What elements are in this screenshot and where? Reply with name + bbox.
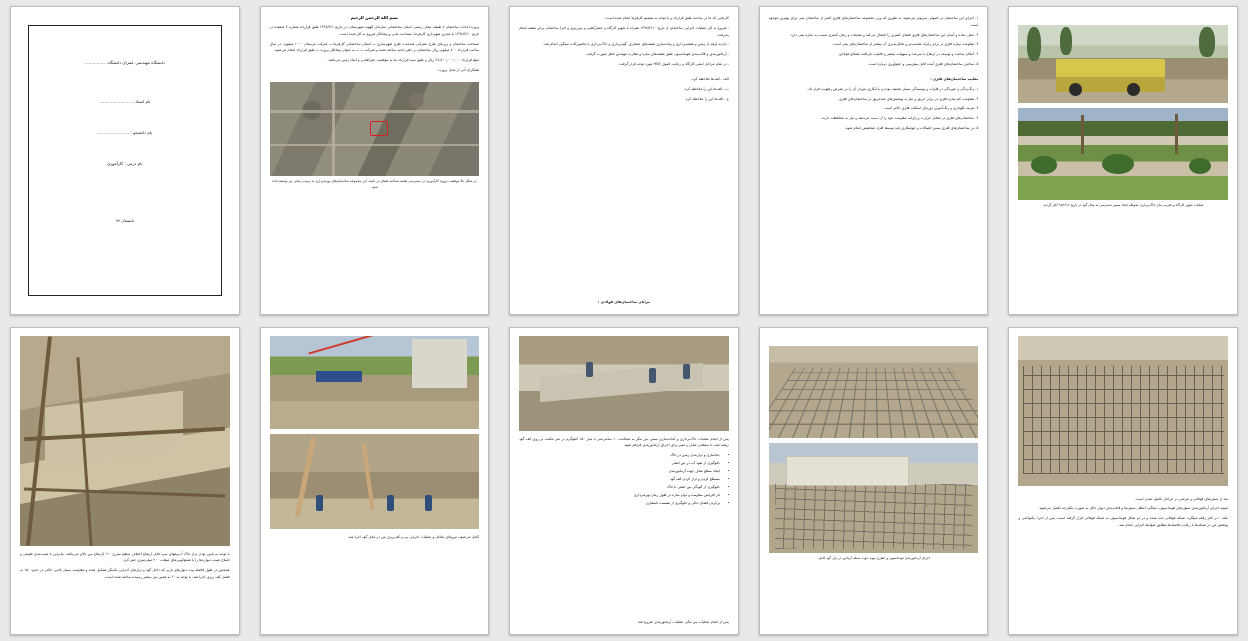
paragraph: ۲. حمل ساده و آسان این ساختمان‌های فلزی فضای کمتری را اشغال می‌کند و ضایعات و زمان کمتری نسبت به سازه بتنی دارد. [789,32,979,37]
paragraph: با توجه به پایین بودن تراز خاک آب‌وهوای سرد قابل ارتفاع اختلاف سطح نیم‌رخ ۱۰٪ (ارتفاع بین بالای می‌باشد. بنابراین با شیب‌بندی طبیعی و اصلاح شیب دیواره‌ها را با شمع‌کوبی‌های موقت ۲۰۰ میلی‌متری حفر کرد. [20,551,230,563]
subheading: معایب ساختمان‌های فلزی : [930,76,979,81]
page-10-cage[interactable] [1008,327,1238,636]
thumbnail-cell[interactable] [499,321,749,641]
page-2-caption: در شکل بالا موقعیت پروژه کارآموزی در دسترسی نقشه شناخته فضای در باشد، این مجموعه ساختمان‌های بهره‌برداری به ترتیب زمانی نیز توسعه داده شود. [272,178,477,189]
paragraph: ۱. زنگ‌زدگی و خوردگی در فلزات و پوسیدگی بسیار ضعیف بوده و با آبکاری میزان آن را در معرض رطوبت قرار داد. [806,86,979,91]
page-4-body [769,15,979,135]
paragraph: ب ـ الف‌ها این را ملاحظه کرد. [683,86,729,91]
thumbnail-cell[interactable] [0,0,250,321]
paragraph: ـ بازدید اولیه از زمین و نقشه‌برداری و پیاده‌سازی نقشه‌های معماری، گودبرداری و خاک‌برداری با ماشین‌آلات سنگین انجام شد. [542,42,729,47]
paragraph: ۲. مقاومت کم سازه فلزی در برابر حریق و نیاز به پوشش‌های ضدحریق در ساختمان‌های فلزی. [837,96,979,101]
rebar-site-photo [769,443,979,553]
paragraph: ۵. در ساختمان‌های فلزی بستن اتصالات و جوشکاری باید توسط افراد متخصص انجام شود. [844,126,979,131]
page-9-caption: اجرای آرماتوربندی فونداسیون و حفاری پیوند جهت شبکه آرماتور در تراز گود کامل. [817,555,930,560]
page-3-body [519,15,729,105]
page-8-mogr[interactable] [509,327,739,636]
paragraph: ـ شروع به کار عملیات اجرایی ساختمان از تاریخ ۱۳۹۸/۲/۱۰ همراه با تجهیز کارگاه و حصارکشی و بتن‌ریزی و اجرا ساختمان برابر نقشه انجام پذیرفت. [519,25,729,37]
page-6-excavation[interactable] [10,327,240,636]
paragraph: مساحت ساختمان و زیربنای طرح عمرانی بلندمدت طرح شهرسازی ـــ استان ساختمانی کارفرما ـــ شرکت مرستان ۱۰۰۰ میلیون، در سال ساخت قرارداد ۸۰۰ میلیون ریال ساختمان در دفتر ناحیه ساخته شده و شرکت ـــ ـــ به عنوان پیمانکار پروژه ـــ طبق قرارداد انجام می‌شود. [269,41,480,53]
paragraph: الف ـ الف‌ها ملاحظه کرد. [690,76,729,81]
page-2-body [270,24,480,77]
slab-concrete-photo [519,336,729,431]
page-3-text[interactable] [509,6,739,315]
paragraph: کامل می‌شود، نیروهای شاغل و عملیات اجرایی پی و کف‌ریزی بتن در محل گود اجرا شد. [347,534,480,539]
page-8-bullets [519,452,729,508]
paragraph: کارهایی که ما در ساخت طبق قرارداد و با توجه به تصمیم کارفرما انجام شده است : [603,16,729,20]
page-5-caption: عملیات تجهیز کارگاه و تخریب بنای خاک‌برداری محوطه ایجاد مسیر دسترسی به محل گود در تاریخ ۹۸/۲/۱۲ آغاز گردید. [1042,203,1204,207]
cover-university: دانشگاه مهندسی عمران دانشگاه ................ [84,60,165,65]
cover-student: نام دانشجو : ........................ [97,130,153,135]
thumbnail-cell[interactable] [499,0,749,321]
thumbnail-cell[interactable] [250,0,500,321]
page-2-intro[interactable] [260,6,490,315]
garden-site-photo [1018,108,1228,200]
rebar-grid-photo [769,346,979,438]
paragraph: بعد از بستن‌های فوقانی و عرضی در مراحل تکمیل شدن است. [1134,496,1228,501]
rebar-cage-photo [1018,336,1228,486]
paragraph: ـ در تمام مراحل ایمنی کارگاه و رعایت اصول HSE مورد توجه قرار گرفت. [618,62,729,67]
paragraph: ۴. ساختمان‌های فلزی در مقابل حرارت و زلزله، مقاومت خود را از دست می‌دهند و نیاز به محافظت دارند. [820,116,979,121]
page-1-cover[interactable] [10,6,240,315]
paragraph: ـ آرماتوربندی و قالب‌بندی فونداسیون طبق نقشه‌های سازه و نظارت مهندس ناظر صورت گرفت. [585,52,729,57]
page-8-body [519,436,729,453]
paragraph: ۴. امکان ساخت و توسعه در ارتفاع با سرعت و سهولت بیشتر و قابلیت بازیافت مصالح فولادی. [837,52,979,57]
aerial-site-photo [270,82,480,176]
page-10-body [1018,496,1228,532]
page-9-rebar[interactable] [759,327,989,636]
paragraph: ۳. هزینه نگهداری و رنگ‌آمیزی دوره‌ای اسکلت فلزی بالاتر است. [883,106,979,111]
bullet-item: • جداسازی و ترازبندی زمین در خاک [519,452,720,459]
thumbnail-cell[interactable] [998,0,1248,321]
bullet-item: • ایجاد سطح صاف جهت آرماتوربندی [519,468,720,475]
page-2-heading: بسم الله الرحمن الرحیم [350,15,399,20]
page-7-photos[interactable] [260,327,490,636]
thumbnail-cell[interactable] [998,321,1248,641]
bullet-item: • اثر افزایش مقاومت و دوام سازه در طول زمان بهره‌برداری [519,492,720,499]
thumbnail-cell[interactable] [749,321,999,641]
paragraph: همکاران آتی از محل پروژه : [436,68,480,73]
bullet-item: • پرکردن فضای خالی و جلوگیری از نشست نامتقارن [519,500,720,507]
page-7-body [270,534,480,544]
paragraph: ۱. اجرای این ساختمان در اصولی سریع‌تر می‌شود، به طوری که وزن مجموعه ساختمان‌های فلزی کمتر از ساختمان بتنی برای بهترین موجود است. [768,16,979,27]
deep-excavation-photo [20,336,230,546]
paragraph: پروژه احداث ساختمان ۸ طبقه، محل رسمی استان ساختمانی سازمان الهوند شهرستان، در تاریخ ۱۳۹۸/۳/۱ طبق قرارداد شماره ۴ منعقده در تاریخ ۱۳۹۸/۲/۱۰ با مجری شهرداری کارفرما، مساحت بنایی و پیمانکار شروع به کار شده است. [269,25,480,36]
paragraph: نمونه اجرای آرماتوربندی ستون‌های فونداسیون، میلگرد انتظار ستون‌ها و قالب‌بندی دیوار حائل به صورت یکپارچه تکمیل می‌شود. [1038,506,1228,511]
cover-date: تابستان ۹۶ [115,218,134,223]
loader-machine-photo [1018,25,1228,103]
bullet-item: • مسطح کردن و تراز کردن کف گود [519,476,720,483]
page-6-body [20,551,230,584]
page-3-footer: مزایای ساختمان‌های فولادی : [597,299,651,304]
thumbnail-cell[interactable] [749,0,999,321]
page-4-list[interactable] [759,6,989,315]
paragraph: ۵. ساختن ساختمان‌های فلزی آینده قابل پیش‌بینی و جمع‌آوری دوباره است. [867,62,979,67]
cover-professor: نام استاد : ........................ [99,99,151,104]
page-5-photos[interactable] [1008,6,1238,315]
workers-pit-photo [270,434,480,529]
thumbnail-cell[interactable] [250,321,500,641]
cover-course: نام درس : کارآموزی [107,161,143,166]
page-8-closing: پس از اتمام عملیات بتن مگر، عملیات آرماتوربندی شروع شد. [636,620,729,625]
bullet-item: • جلوگیری از نفوذ آب در بتن اصلی [519,460,720,467]
bullet-item: • جلوگیری از آلودگی بتن اصلی با خاک [519,484,720,491]
paragraph: مبلغ قرارداد ۲۸٫۷۰۰٫۰۰۰٫۰۰۰ ریال و طبق سند قرارداد بنا به موقعیت جغرافیایی و ابعاد زمین می‌باشد. [327,58,480,63]
paragraph: پس از اتمام عملیات خاک‌برداری و آماده‌سازی بستر، بتن مگر به ضخامت ۱۰ سانتی‌متر با عیار ۱۵۰ کیلوگرم در متر مکعب بر روی کف گود ریخته شد، تا سطحی صاف و تمیز برای اجرای آرماتوربندی فراهم شود. [519,436,729,448]
paragraph: ۳. مقاومت سازه فلزی در برابر زلزله مناسب‌تر و شکل‌پذیری آن بیشتر از ساختمان‌های بتنی است. [832,42,979,47]
crane-site-photo [270,336,480,429]
paragraph: نکته : در کنار رقعه میلگرد، شبکه فوقانی ثبت شده و در دو شکل فونداسیون به شبکه فوقانی قرار گرفته است، پس از اجرا، یکنواختی و پوشش بتن در شبکه‌ها با رعایت فاصله‌ها مطابق ضوابط اجرایی انجام شد. [1018,516,1228,527]
paragraph: همچنین در طول فاصله پیت دیوارهای باربر که داخل گود و ترازهای اجرایی یکدیگر تشکیل شده و مقاومت بسیار بالایی خاکی در حدود ۱۵۰ به فشار کف ریزی اجرا شد، با توجه به ۲۰ به همین بتن بیشتر رسیده ساخته شده است. [20,568,230,579]
thumbnail-cell[interactable] [0,321,250,641]
cover-frame [28,25,222,296]
paragraph: ج ـ الف‌ها این را ملاحظه کرد. [684,96,729,101]
